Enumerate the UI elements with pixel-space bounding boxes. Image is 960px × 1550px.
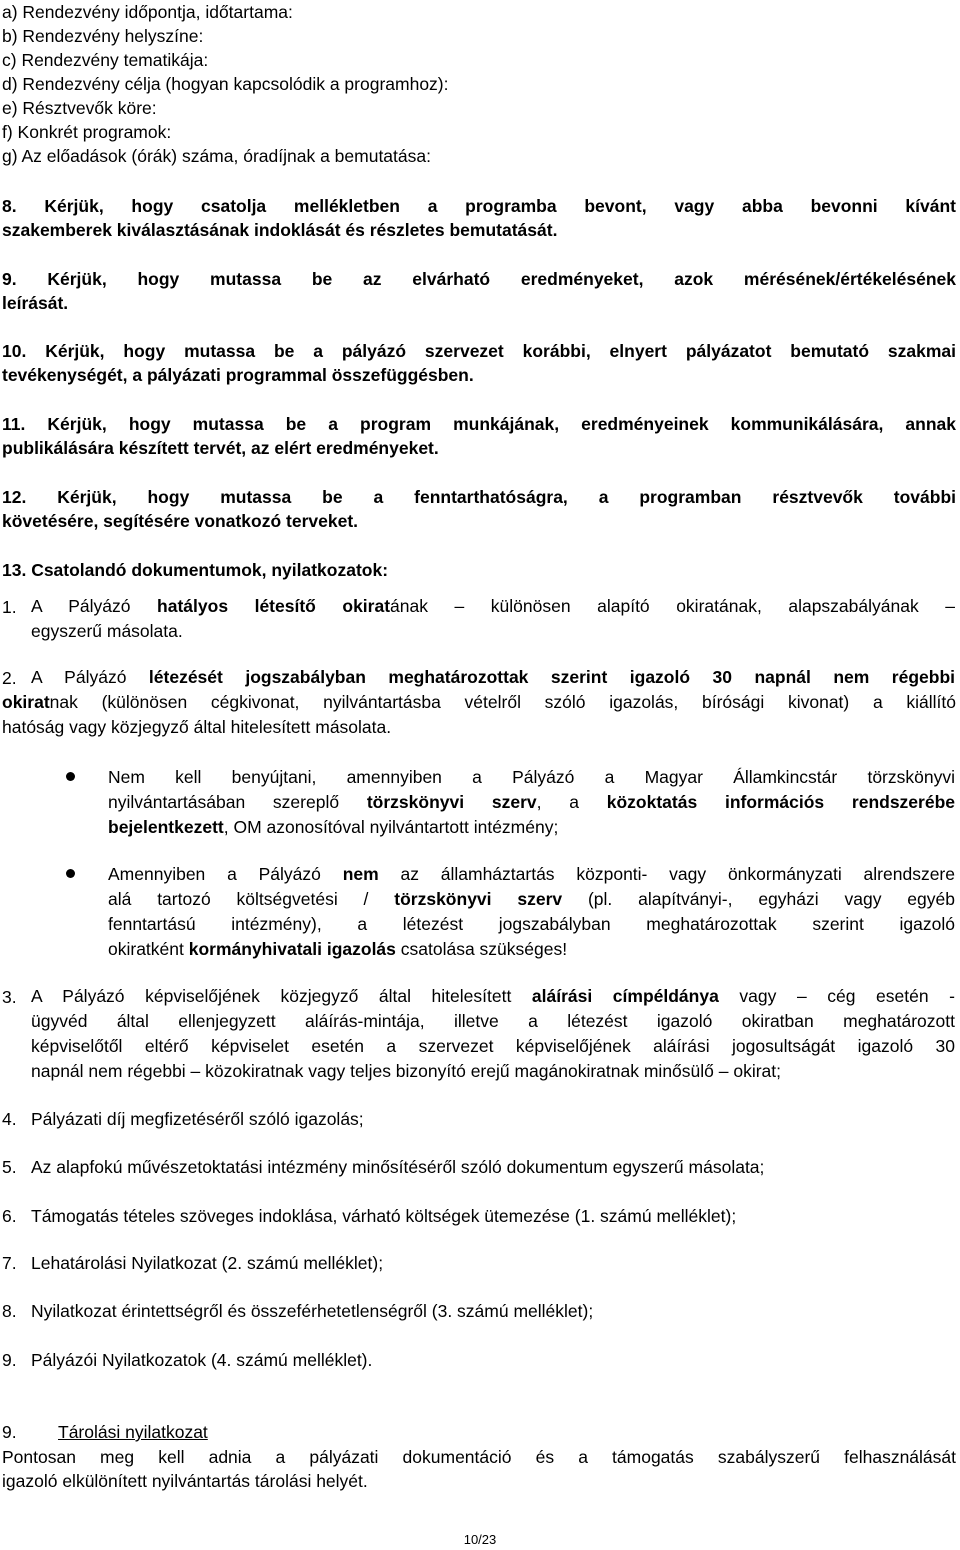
item-3-number: 3. — [2, 987, 17, 1007]
bullet-2-text: Amennyiben a Pályázó nem az államháztartás központi- vagy önkormányzati alrendszere alá tartozó költségvetési / törzskönyvi szerv (pl. alapítványi-, egyházi vagy egyéb fenntartású intézmény), a létezést jogszabályban meghatározottak szerint igazoló okiratként kormányhivatali igazolás csatolása szükséges! — [108, 864, 955, 959]
intro-line-b: b) Rendezvény helyszíne: — [2, 26, 204, 46]
section-8-heading — [2, 194, 956, 242]
intro-line-c: c) Rendezvény tematikája: — [2, 50, 209, 70]
section-10-line-2: tevékenységét, a pályázati programmal összefüggésben. — [2, 365, 474, 385]
section-8-line-2: szakemberek kiválasztásának indoklását és részletes bemutatását. — [2, 220, 558, 240]
intro-line-e: e) Résztvevők köre: — [2, 98, 157, 118]
section-11-line-2: publikálására készített tervét, az elért eredményeket. — [2, 438, 439, 458]
section-10-heading — [2, 339, 956, 387]
bullet-1-text: Nem kell benyújtani, amennyiben a Pályázó a Magyar Államkincstár törzskönyvi nyilvántartásában szereplő törzskönyvi szerv, a közoktatás információs rendszerébe bejelentkezett, OM azonosítóval nyilvántartott intézmény; — [108, 767, 956, 837]
item-1-number: 1. — [2, 597, 17, 617]
intro-line-g: g) Az előadások (órák) száma, óradíjnak a bemutatása: — [2, 146, 431, 166]
intro-line-d: d) Rendezvény célja (hogyan kapcsolódik a programhoz): — [2, 74, 449, 94]
item-3-text: A Pályázó képviselőjének közjegyző által hitelesített aláírási címpéldánya vagy – cég esetén - — [31, 986, 955, 1006]
storage-number: 9. — [2, 1422, 17, 1442]
section-10-line-1: 10. Kérjük, hogy mutassa be a pályázó szervezet korábbi, elnyert pályázatot bemutató szakmai — [2, 341, 956, 361]
intro-line-a: a) Rendezvény időpontja, időtartama: — [2, 2, 293, 22]
section-11-line-1: 11. Kérjük, hogy mutassa be a program munkájának, eredményeinek kommunikálására, annak — [2, 414, 956, 434]
item-2-number: 2. — [2, 668, 17, 688]
item-1-text: A Pályázó hatályos létesítő okiratának – különösen alapító okiratának, alapszabályának – egyszerű másolata. — [31, 596, 955, 641]
page-number: 10/23 — [463, 1532, 497, 1547]
section-9-line-1: 9. Kérjük, hogy mutassa be az elvárható eredményeket, azok mérésének/értékelésének — [2, 269, 956, 289]
storage-title: Tárolási nyilatkozat — [58, 1422, 208, 1442]
item-5-number: 5. — [2, 1157, 17, 1177]
storage-text: Pontosan meg kell adnia a pályázati dokumentáció és a támogatás szabályszerű felhasználását igazoló elkülönített nyilvántartás tárolási helyét. — [2, 1447, 956, 1491]
section-12-heading — [2, 485, 956, 533]
intro-line-f: f) Konkrét programok: — [2, 122, 172, 142]
item-8-text: Nyilatkozat érintettségről és összeférhetetlenségről (3. számú melléklet); — [31, 1301, 594, 1321]
section-9-line-2: leírását. — [2, 293, 69, 313]
item-5-text: Az alapfokú művészetoktatási intézmény minősítéséről szóló dokumentum egyszerű másolata; — [31, 1157, 765, 1177]
section-9-heading — [2, 267, 956, 315]
item-8-number: 8. — [2, 1301, 17, 1321]
item-2-continuation: okiratnak (különösen cégkivonat, nyilvántartásba vételről szóló igazolás, bírósági kivonat) a kiállító hatóság vagy közjegyző által hitelesített másolata. — [2, 692, 956, 737]
item-4-number: 4. — [2, 1109, 17, 1129]
item-3-continuation: ügyvéd által ellenjegyzett aláírás-mintája, illetve a létezést igazoló okiratban meghatározott képviselőtől eltérő képviselet esetén a szervezet képviselőjének aláírási jogosultságát igazoló 30 napnál nem régebbi – közokiratnak vagy teljes bizonyító erejű magánokiratnak minősülő – okirat; — [31, 1011, 955, 1081]
section-8-line-1: 8. Kérjük, hogy csatolja mellékletben a programba bevont, vagy abba bevonni kívánt — [2, 196, 956, 216]
item-7-number: 7. — [2, 1253, 17, 1273]
section-12-line-2: követésére, segítésére vonatkozó terveket. — [2, 511, 359, 531]
item-6-text: Támogatás tételes szöveges indoklása, várható költségek ütemezése (1. számú melléklet); — [31, 1206, 737, 1226]
item-9-number: 9. — [2, 1350, 17, 1370]
section-13-heading: 13. Csatolandó dokumentumok, nyilatkozatok: — [2, 560, 389, 580]
item-7-text: Lehatárolási Nyilatkozat (2. számú melléklet); — [31, 1253, 384, 1273]
item-4-text: Pályázati díj megfizetéséről szóló igazolás; — [31, 1109, 364, 1129]
section-11-heading — [2, 412, 956, 460]
bullet-dot-2 — [66, 869, 75, 878]
item-6-number: 6. — [2, 1206, 17, 1226]
item-9-text: Pályázói Nyilatkozatok (4. számú melléklet). — [31, 1350, 373, 1370]
bullet-dot-1 — [66, 772, 75, 781]
item-2-text: A Pályázó létezését jogszabályban meghatározottak szerint igazoló 30 napnál nem régebbi — [31, 667, 955, 687]
section-12-line-1: 12. Kérjük, hogy mutassa be a fenntarthatóságra, a programban résztvevők további — [2, 487, 956, 507]
